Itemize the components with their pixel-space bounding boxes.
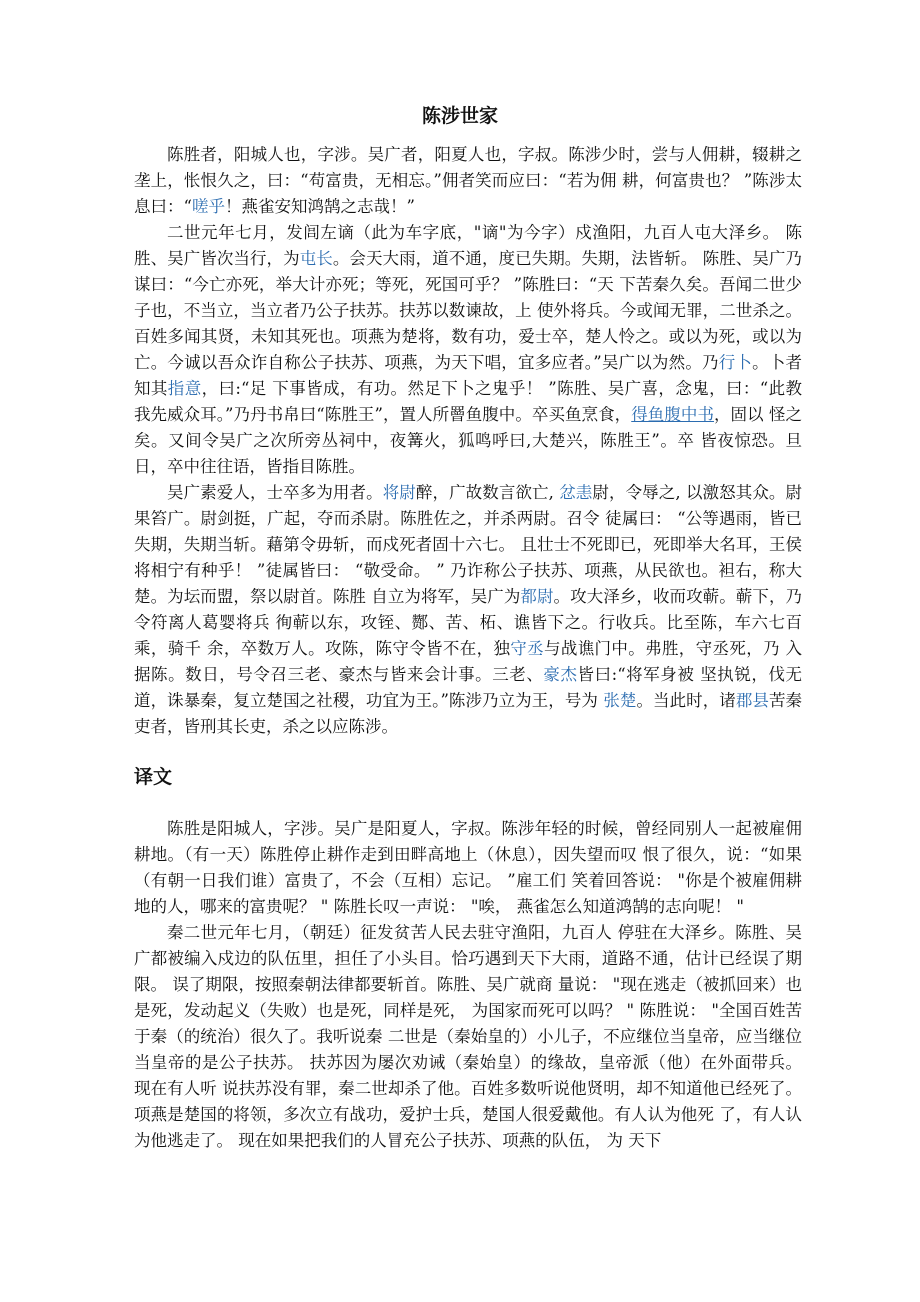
term-link[interactable]: 得鱼腹中书 (631, 405, 714, 424)
text-run: 吴广素爱人，士卒多为用者。 (167, 483, 383, 502)
text-run: 皆曰:“将军身被 坚执锐，伐无道，诛暴秦，复立楚国之社稷，功宜为王。”陈涉乃立为王，号为 (134, 665, 803, 710)
term-link[interactable]: 忿恚 (559, 483, 593, 502)
paragraph (134, 142, 802, 220)
text-run: 二世元年七月，发闾左谪（此为车字底，"谪"为今字）戍渔阳，九百人屯大泽乡。 陈胜、吴广皆次当行，为 (134, 223, 802, 268)
term-link[interactable]: 郡县 (735, 691, 769, 710)
translation-heading: 译文 (134, 766, 173, 788)
term-link[interactable]: 行卜 (718, 353, 753, 372)
term-link[interactable]: 豪杰 (543, 665, 578, 684)
text-run: 。攻大泽乡，收而攻蕲。蕲下，乃令符离人葛婴将兵 徇蕲以东，攻铚、酂、苦、柘、谯皆下之。行收兵。比至陈，车六七百乘，骑千 余，卒数万人。攻陈，陈守令皆不在，独 (134, 587, 803, 658)
paragraph (134, 480, 802, 740)
text-run: 尉，令辱之, 以激怒其众。尉果笞广。尉剑挺，广起，夺而杀尉。陈胜佐之，并杀两尉。召令 徒属曰： “公等遇雨，皆已失期，失期当斩。藉第令毋斩，而戍死者固十六七。 且壮士不死即已，死即举大名耳，王侯将相宁有种乎！ ”徒属皆曰： “敬受命。 ” 乃诈称公子扶苏、项燕，从民欲也。袒右，称大楚。为坛而盟，祭以尉首。陈胜 自立为将军，吴广为 (134, 483, 803, 606)
text-run: 与战谯门中。弗胜，守丞死，乃 入据陈。数日，号令召三老、豪杰与皆来会计事。三老、 (134, 639, 802, 684)
paragraph (134, 920, 802, 1154)
text-run: 秦二世元年七月，（朝廷）征发贫苦人民去驻守渔阳，九百人 停驻在大泽乡。陈胜、吴广都被编入戍边的队伍里，担任了小头目。恰巧遇到天下大雨，道路不通，估计已经误了期限。 误了期限，按照秦朝法律都要斩首。陈胜、吴广就商 量说： "现在逃走（被抓回来）也是死，发动起义（失败）也是死，同样是死， 为国家而死可以吗？ " 陈胜说： "全国百姓苦于秦（的统治）很久了。我听说秦 二世是（秦始皇的）小儿子，不应继位当皇帝，应当继位当皇帝的是公子扶苏。 扶苏因为屡次劝诫（秦始皇）的缘故，皇帝派（他）在外面带兵。 现在有人听 说扶苏没有罪，秦二世却杀了他。百姓多数听说他贤明，却不知道他已经死了。 项燕是楚国的将领，多次立有战功，爱护士兵，楚国人很爱戴他。有人认为他死 了，有人认为他逃走了。 现在如果把我们的人冒充公子扶苏、项燕的队伍， 为 天下 (134, 923, 802, 1150)
text-run: 醉，广故数言欲亡, (415, 483, 560, 502)
page-title: 陈涉世家 (421, 105, 498, 127)
original-text (134, 142, 802, 740)
text-run: ！燕雀安知鸿鹄之志哉！” (224, 197, 415, 216)
term-link[interactable]: 指意 (167, 379, 202, 398)
text-run: ，固以 怪之矣。又间令吴广之次所旁丛祠中，夜篝火，狐鸣呼曰,大楚兴，陈胜王”。卒 皆夜惊恐。旦日，卒中往往语，皆指目陈胜。 (134, 405, 803, 476)
text-run: 陈胜者，阳城人也，字涉。吴广者，阳夏人也，字叔。陈涉少时，尝与人佣耕，辍耕之垄上，怅恨久之，曰：“苟富贵，无相忘。”佣者笑而应曰：“若为佣 耕，何富贵也？ ”陈涉太息曰：“ (134, 145, 802, 216)
text-run: ，曰:“足 下事皆成，有功。然足下卜之鬼乎！ ”陈胜、吴广喜，念鬼，曰：“此教我先威众耳。”乃丹书帛曰“陈胜王”，置人所罾鱼腹中。卒买鱼烹食， (134, 379, 803, 424)
text-run: 陈胜是阳城人，字涉。吴广是阳夏人，字叔。陈涉年轻的时候，曾经同别人一起被雇佣耕地。（有一天）陈胜停止耕作走到田畔高地上（休息），因失望而叹 恨了很久，说：“如果（有朝一日我们谁）富贵了，不会（互相）忘记。 ”雇工们 笑着回答说： "你是个被雇佣耕地的人，哪来的富贵呢？ " 陈胜长叹一声说： "唉， 燕雀怎么知道鸿鹄的志向呢！ " (134, 819, 802, 916)
term-link[interactable]: 屯长 (299, 249, 333, 268)
text-run: 苦秦吏者，皆刑其长吏，杀之以应陈涉。 (134, 691, 802, 736)
term-link[interactable]: 将尉 (382, 483, 416, 502)
term-link[interactable]: 都尉 (520, 587, 554, 606)
term-link[interactable]: 守丞 (510, 639, 544, 658)
text-run: 。当此时，诸 (636, 691, 736, 710)
paragraph (134, 816, 802, 920)
text-run: 。卜者知其 (134, 353, 802, 398)
term-link[interactable]: 嗟乎 (191, 197, 225, 216)
translation-text (134, 816, 802, 1154)
term-link[interactable]: 张楚 (603, 691, 637, 710)
paragraph (134, 220, 802, 480)
text-run: 。会天大雨，道不通，度已失期。失期，法皆斩。 陈胜、吴广乃谋曰：“今亡亦死，举大计亦死；等死，死国可乎？ ”陈胜曰：“天 下苦秦久矣。吾闻二世少子也，不当立，当立者乃公子扶苏。扶苏以数谏故，上 使外将兵。今或闻无罪，二世杀之。百姓多闻其贤，未知其死也。项燕为楚将，数有功，爱士卒，楚人怜之。或以为死，或以为亡。今诚以吾众诈自称公子扶苏、项燕，为天下唱，宜多应者。”吴广以为然。乃 (134, 249, 802, 372)
